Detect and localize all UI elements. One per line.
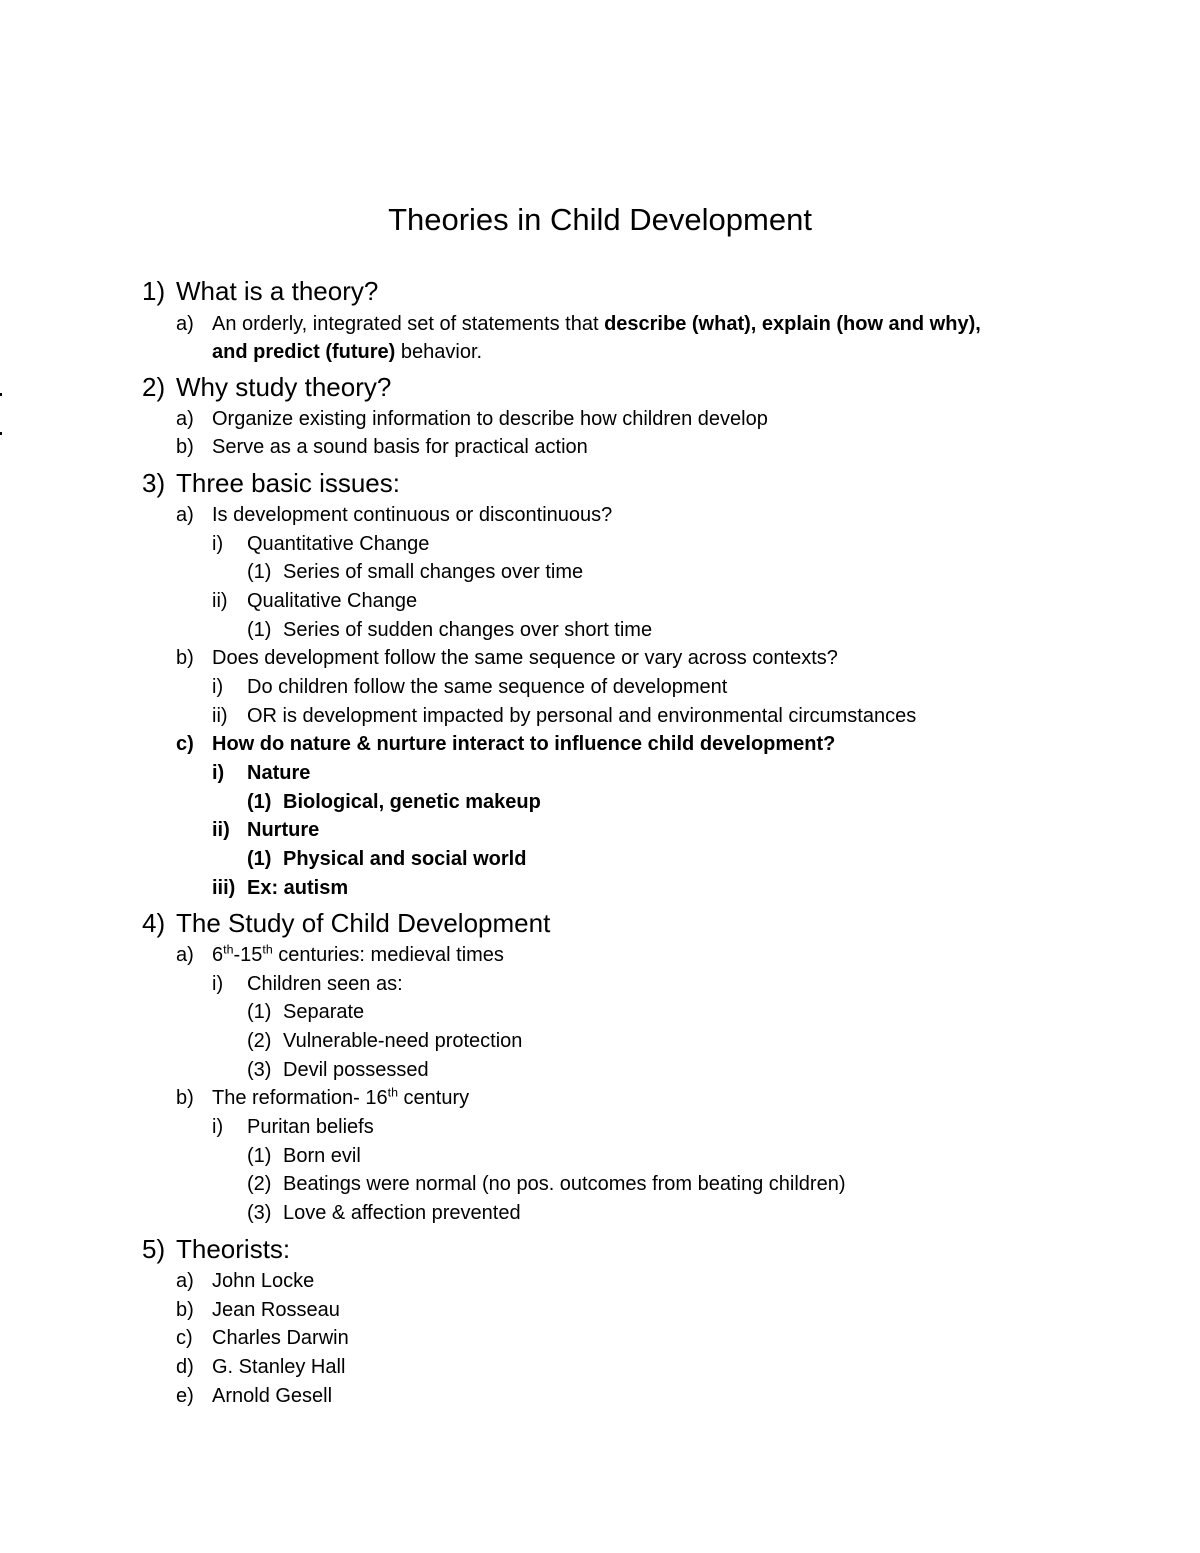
list-item: b) The reformation- 16th century: [176, 1085, 470, 1109]
list-item: a) Is development continuous or discontinuous?: [176, 504, 613, 526]
section-heading: 5) Theorists:: [142, 1234, 291, 1264]
section-heading: 2) Why study theory?: [142, 372, 392, 402]
list-item-continuation: and predict (future) behavior.: [212, 341, 483, 363]
page-title: Theories in Child Development: [388, 202, 812, 237]
list-item: i) Quantitative Change: [212, 533, 430, 555]
section-heading: 4) The Study of Child Development: [142, 908, 551, 938]
list-item: d) G. Stanley Hall: [176, 1356, 346, 1378]
list-item: (1) Series of sudden changes over short time: [247, 619, 653, 641]
list-item: (2) Beatings were normal (no pos. outcomes from beating children): [247, 1173, 846, 1195]
list-item: (1) Separate: [247, 1001, 365, 1023]
list-item: i) Children seen as:: [212, 973, 403, 995]
list-item: (1) Born evil: [247, 1145, 361, 1167]
list-item: e) Arnold Gesell: [176, 1385, 333, 1407]
list-item: iii) Ex: autism: [212, 877, 349, 899]
list-item: (3) Devil possessed: [247, 1059, 429, 1081]
list-item: (1) Biological, genetic makeup: [247, 791, 541, 813]
list-item: a) John Locke: [176, 1270, 315, 1292]
list-item: ii) OR is development impacted by personal and environmental circumstances: [212, 705, 917, 727]
list-item: i) Do children follow the same sequence of development: [212, 676, 728, 698]
list-item: (1) Series of small changes over time: [247, 561, 584, 583]
list-item: b) Does development follow the same sequence or vary across contexts?: [176, 647, 838, 669]
section-heading: 3) Three basic issues:: [142, 468, 400, 498]
list-item: a) 6th-15th centuries: medieval times: [176, 942, 504, 966]
margin-mark: [0, 432, 2, 435]
list-item: b) Jean Rosseau: [176, 1299, 340, 1321]
list-item: c) Charles Darwin: [176, 1327, 349, 1349]
list-item: (3) Love & affection prevented: [247, 1202, 521, 1224]
section-heading: 1) What is a theory?: [142, 276, 379, 306]
list-item: (1) Physical and social world: [247, 848, 527, 870]
list-item: c) How do nature & nurture interact to influence child development?: [176, 733, 836, 755]
margin-mark: [0, 393, 2, 396]
list-item: (2) Vulnerable-need protection: [247, 1030, 523, 1052]
list-item: ii) Qualitative Change: [212, 590, 418, 612]
list-item: i) Puritan beliefs: [212, 1116, 374, 1138]
list-item: a) An orderly, integrated set of statements that describe (what), explain (how and why),: [176, 313, 981, 335]
list-item: i) Nature: [212, 762, 311, 784]
list-item: b) Serve as a sound basis for practical action: [176, 436, 588, 458]
list-item: a) Organize existing information to describe how children develop: [176, 408, 768, 430]
list-item: ii) Nurture: [212, 819, 320, 841]
